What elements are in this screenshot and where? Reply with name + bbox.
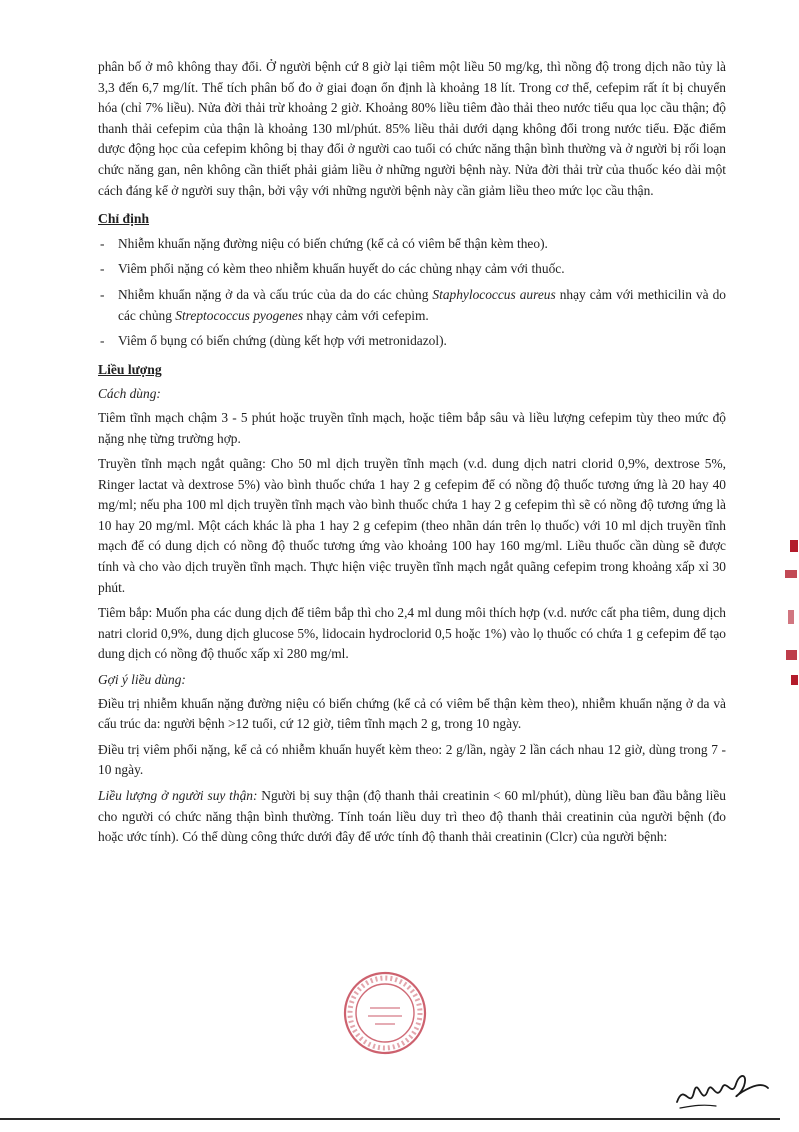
iv-infusion-paragraph: Truyền tĩnh mạch ngắt quãng: Cho 50 ml dịch truyền tĩnh mạch (v.d. dung dịch natri clorid 0,9%, dextrose 5%, Ringer lactat và dextrose 5%) vào bình thuốc chứa 1 hay 2 g cefepim để có nồng độ thuốc tương ứng là 20 hay 40 mg/ml; nếu pha 100 ml dịch truyền tĩnh mạch vào bình thuốc chứa 1 hay 2 g cefepim thì sẽ có nồng độ tương ứng là 10 hay 20 mg/ml. Một cách khác là pha 1 hay 2 g cefepim (theo nhãn dán trên lọ thuốc) với 10 ml dịch truyền tĩnh mạch để có dung dịch có nồng độ thuốc tương ứng vào khoảng 100 hay 160 mg/ml. Liều thuốc cần dùng sẽ được tính và cho vào dịch truyền tĩnh mạch. Thực hiện việc truyền tĩnh mạch ngắt quãng cefepim trong khoảng xấp xỉ 30 phút.	[98, 456, 726, 595]
suggested-dose-subheading: Gợi ý liều dùng:	[98, 672, 186, 688]
bottom-rule	[0, 1118, 780, 1120]
renal-dose-paragraph: Liều lượng ở người suy thận: Người bị suy thận (độ thanh thải creatinin < 60 ml/phút), dùng liều ban đầu bằng liều cho người có chức năng thận bình thường. Tính toán liều duy trì theo độ thanh thải creatinin của người bệnh (đo hoặc ước tính). Có thể dùng công thức dưới đây để ước tính độ thanh thải creatinin (Clcr) của người bệnh:	[98, 788, 726, 845]
suggested-dose-paragraph: Điều trị viêm phổi nặng, kể cả có nhiễm khuẩn huyết kèm theo: 2 g/lần, ngày 2 lần cách nhau 12 giờ, dùng trong 7 - 10 ngày.	[98, 741, 726, 778]
list-item: - Viêm phổi nặng có kèm theo nhiễm khuẩn huyết do các chủng nhạy cảm với thuốc.	[98, 259, 726, 280]
indications-list	[98, 234, 726, 352]
edge-marks	[782, 540, 799, 690]
usage-paragraph: Tiêm tĩnh mạch chậm 3 - 5 phút hoặc truyền tĩnh mạch, hoặc tiêm bắp sâu và liều lượng cefepim tùy theo mức độ nặng nhẹ từng trường hợp.	[98, 409, 726, 446]
red-circular-seal	[340, 968, 430, 1058]
document-page	[98, 57, 726, 853]
indications-heading: Chỉ định	[98, 211, 150, 227]
bacteria-name: Staphylococcus aureus	[432, 286, 556, 302]
list-item: - Viêm ổ bụng có biến chứng (dùng kết hợp với metronidazol).	[98, 331, 726, 352]
bacteria-name: Streptococcus pyogenes	[175, 307, 304, 323]
list-item: - Nhiễm khuẩn nặng ở da và cấu trúc của da do các chủng Staphylococcus aureus nhạy cảm với methicilin và do các chủng Streptococcus pyogenes nhạy cảm với cefepim.	[98, 285, 726, 326]
pharmacokinetics-paragraph: phân bố ở mô không thay đổi. Ở người bệnh cứ 8 giờ lại tiêm một liều 50 mg/kg, thì nồng độ trong dịch não tủy là 3,3 đến 6,7 mg/lít. Thể tích phân bố đo ở giai đoạn ổn định là khoảng 18 lít. Trong cơ thể, cefepim rất ít bị chuyển hóa (chỉ 7% liều). Nửa đời thải trừ khoảng 2 giờ. Khoảng 80% liều tiêm đào thải theo nước tiểu qua lọc cầu thận; độ thanh thải cefepim của thận là khoảng 130 ml/phút. 85% liều thải dưới dạng không đổi trong nước tiểu. Đặc điểm dược động học của cefepim không bị thay đổi ở người cao tuổi có chức năng thận bình thường và ở người bị rối loạn chức năng gan, nên không cần thiết phải giảm liều ở những người bệnh này. Nửa đời thải trừ của thuốc kéo dài một cách đáng kể ở người suy thận, bởi vậy với những người bệnh này cần giảm liều theo mức lọc cầu thận.	[98, 59, 726, 198]
dosage-heading: Liều lượng	[98, 361, 162, 377]
renal-dose-lead: Liều lượng ở người suy thận:	[98, 788, 258, 803]
handwritten-signature	[672, 1062, 772, 1117]
suggested-dose-paragraph: Điều trị nhiễm khuẩn nặng đường niệu có biến chứng (kể cả có viêm bể thận kèm theo), nhiễm khuẩn nặng ở da và cấu trúc da: người bệnh >12 tuổi, cứ 12 giờ, tiêm tĩnh mạch 2 g, trong 10 ngày.	[98, 695, 726, 732]
im-injection-paragraph: Tiêm bắp: Muốn pha các dung dịch để tiêm bắp thì cho 2,4 ml dung môi thích hợp (v.d. nước cất pha tiêm, dung dịch natri clorid 0,9%, dung dịch glucose 5%, lidocain hydroclorid 0,5 hoặc 1%) vào lọ thuốc có chứa 1 g cefepim để tạo dung dịch có nồng độ thuốc xấp xỉ 280 mg/ml.	[98, 605, 726, 662]
list-item: - Nhiễm khuẩn nặng đường niệu có biến chứng (kể cả có viêm bể thận kèm theo).	[98, 234, 726, 255]
usage-subheading: Cách dùng:	[98, 386, 161, 402]
